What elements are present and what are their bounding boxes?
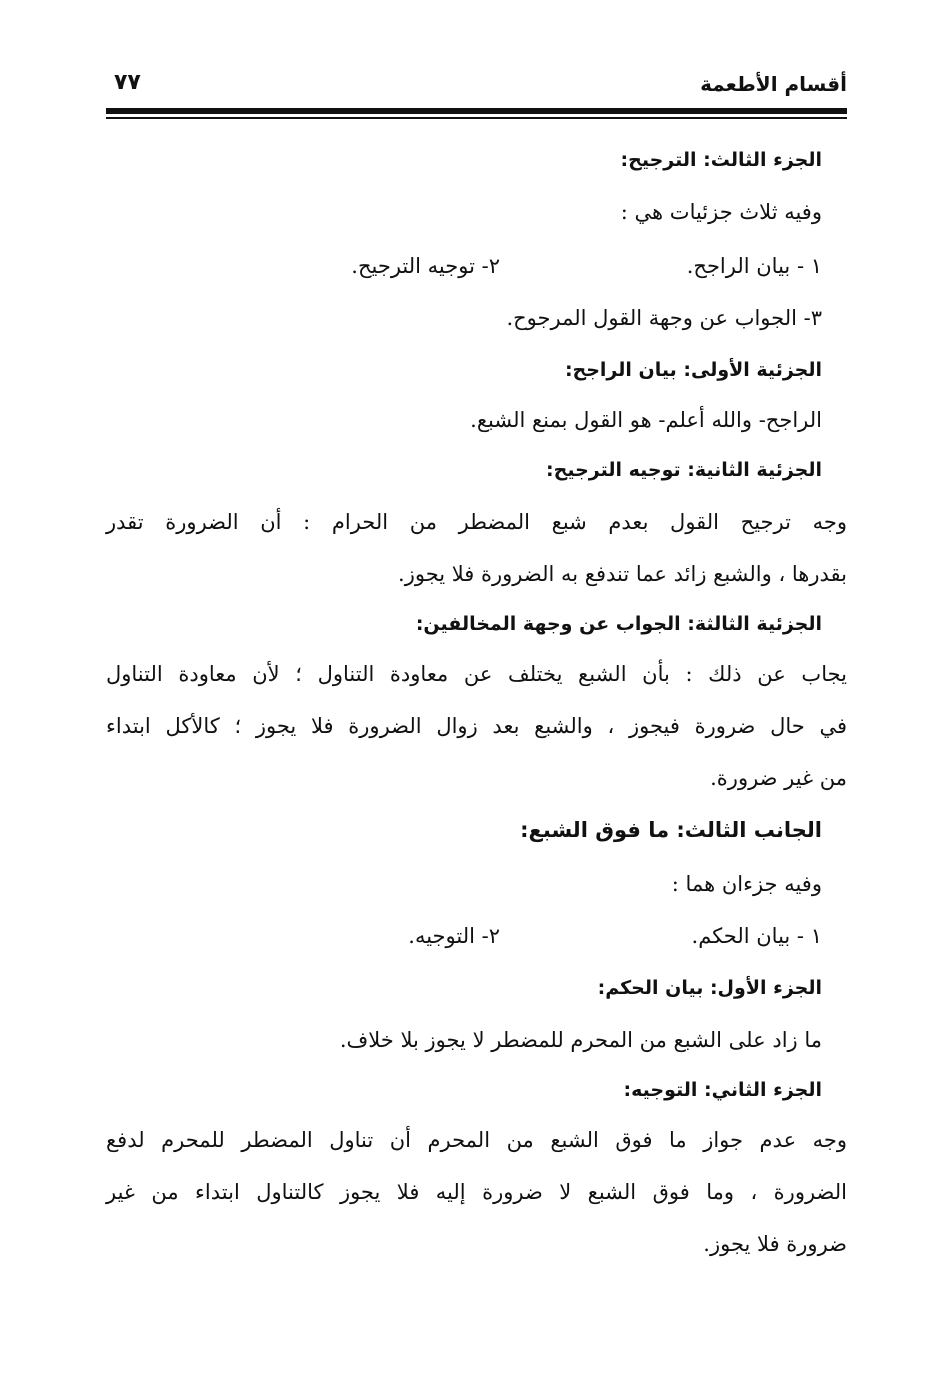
- running-title: أقسام الأطعمة: [700, 72, 847, 96]
- list-item-1: ١ - بيان الراجح.: [686, 254, 822, 278]
- header-rule-thin: [106, 117, 847, 119]
- paragraph-line: وجه عدم جواز ما فوق الشبع من المحرم أن تناول المضطر للمحرم لدفع: [106, 1128, 847, 1152]
- section-intro: وفيه ثلاث جزئيات هي :: [620, 200, 822, 224]
- part-text-ruling: ما زاد على الشبع من المحرم للمضطر لا يجوز بلا خلاف.: [339, 1028, 822, 1052]
- list-item-3: ٣- الجواب عن وجهة القول المرجوح.: [506, 306, 822, 330]
- section-heading-tarjih: الجزء الثالث: الترجيح:: [620, 149, 822, 171]
- subpart-heading-3: الجزئية الثالثة: الجواب عن وجهة المخالفين:: [415, 613, 822, 635]
- paragraph-line: وجه ترجيح القول بعدم شبع المضطر من الحرام : أن الضرورة تقدر: [106, 510, 847, 534]
- paragraph-line: من غير ضرورة.: [710, 766, 847, 790]
- part-heading-reasoning: الجزء الثاني: التوجيه:: [623, 1079, 822, 1101]
- paragraph-line: ضرورة فلا يجوز.: [703, 1232, 847, 1256]
- page-number: ٧٧: [114, 70, 141, 95]
- side-heading-above-satiety: الجانب الثالث: ما فوق الشبع:: [520, 818, 822, 842]
- subpart-text-1: الراجح- والله أعلم- هو القول بمنع الشبع.: [470, 408, 822, 432]
- subpart-heading-1: الجزئية الأولى: بيان الراجح:: [564, 359, 822, 381]
- page-header: [106, 68, 847, 108]
- list-item-2: ٢- توجيه الترجيح.: [351, 254, 500, 278]
- side-intro: وفيه جزءان هما :: [671, 872, 822, 896]
- paragraph-line: في حال ضرورة فيجوز ، والشبع بعد زوال الضرورة فلا يجوز ؛ كالأكل ابتداء: [106, 714, 847, 738]
- paragraph-line: بقدرها ، والشبع زائد عما تندفع به الضرورة فلا يجوز.: [398, 562, 847, 586]
- list-item-2: ٢- التوجيه.: [408, 924, 500, 948]
- part-heading-ruling: الجزء الأول: بيان الحكم:: [597, 977, 822, 999]
- paragraph-line: يجاب عن ذلك : بأن الشبع يختلف عن معاودة التناول ؛ لأن معاودة التناول: [106, 662, 847, 686]
- subpart-heading-2: الجزئية الثانية: توجيه الترجيح:: [546, 459, 822, 481]
- list-item-1: ١ - بيان الحكم.: [691, 924, 822, 948]
- paragraph-line: الضرورة ، وما فوق الشبع لا ضرورة إليه فلا يجوز كالتناول ابتداء من غير: [106, 1180, 847, 1204]
- header-rule-thick: [106, 108, 847, 114]
